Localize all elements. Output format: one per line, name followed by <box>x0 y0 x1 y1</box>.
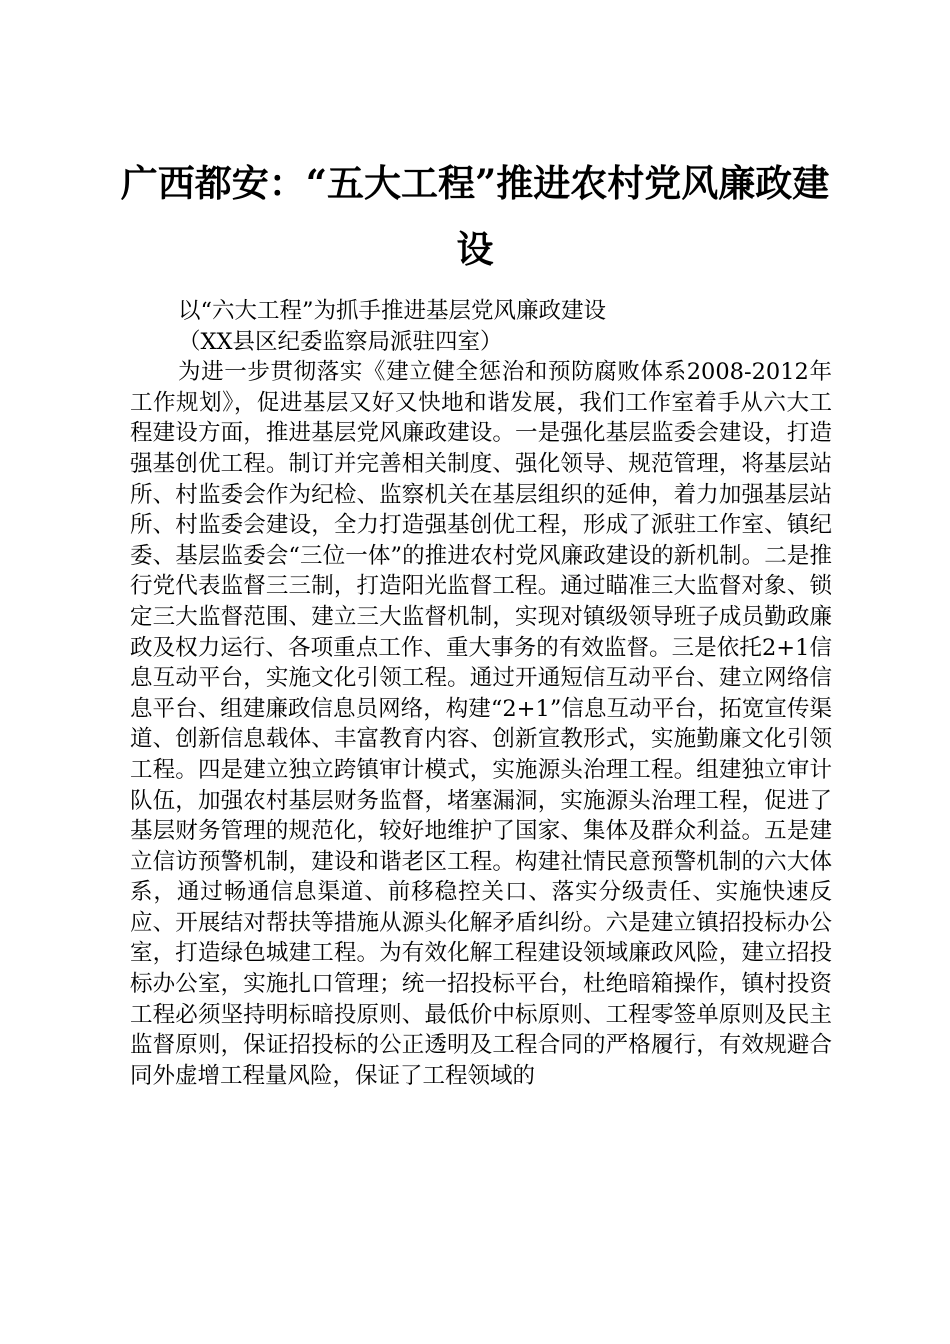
document-body <box>130 296 832 1091</box>
document-title: 广西都安：“五大工程”推进农村党风廉政建设 <box>120 161 830 271</box>
document-subtitle: 以“六大工程”为抓手推进基层党风廉政建设 <box>178 298 607 324</box>
document-author: （XX县区纪委监察局派驻四室） <box>178 328 503 355</box>
body-paragraph: 为进一步贯彻落实《建立健全惩治和预防腐败体系2008-2012年工作规划》，促进基层又好又快地和谐发展，我们工作室着手从六大工程建设方面，推进基层党风廉政建设。一是强化基层监委会建设，打造强基创优工程。制订并完善相关制度、强化领导、规范管理，将基层站所、村监委会作为纪检、监察机关在基层组织的延伸，着力加强基层站所、村监委会建设，全力打造强基创优工程，形成了派驻工作室、镇纪委、基层监委会“三位一体”的推进农村党风廉政建设的新机制。二是推行党代表监督三三制，打造阳光监督工程。通过瞄准三大监督对象、锁定三大监督范围、建立三大监督机制，实现对镇级领导班子成员勤政廉政及权力运行、各项重点工作、重大事务的有效监督。三是依托2+1信息互动平台，实施文化引领工程。通过开通短信互动平台、建立网络信息平台、组建廉政信息员网络，构建“2+1”信息互动平台，拓宽宣传渠道、创新信息载体、丰富教育内容、创新宣教形式，实施勤廉文化引领工程。四是建立独立跨镇审计模式，实施源头治理工程。组建独立审计队伍，加强农村基层财务监督，堵塞漏洞，实施源头治理工程，促进了基层财务管理的规范化，较好地维护了国家、集体及群众利益。五是建立信访预警机制，建设和谐老区工程。构建社情民意预警机制的六大体系，通过畅通信息渠道、前移稳控关口、落实分级责任、实施快速反应、开展结对帮扶等措施从源头化解矛盾纠纷。六是建立镇招投标办公室，打造绿色城建工程。为有效化解工程建设领域廉政风险，建立招投标办公室，实施扎口管理；统一招投标平台，杜绝暗箱操作，镇村投资工程必须坚持明标暗投原则、最低价中标原则、工程零签单原则及民主监督原则，保证招投标的公正透明及工程合同的严格履行，有效规避合同外虚增工程量风险，保证了工程领域的 <box>130 359 832 1089</box>
